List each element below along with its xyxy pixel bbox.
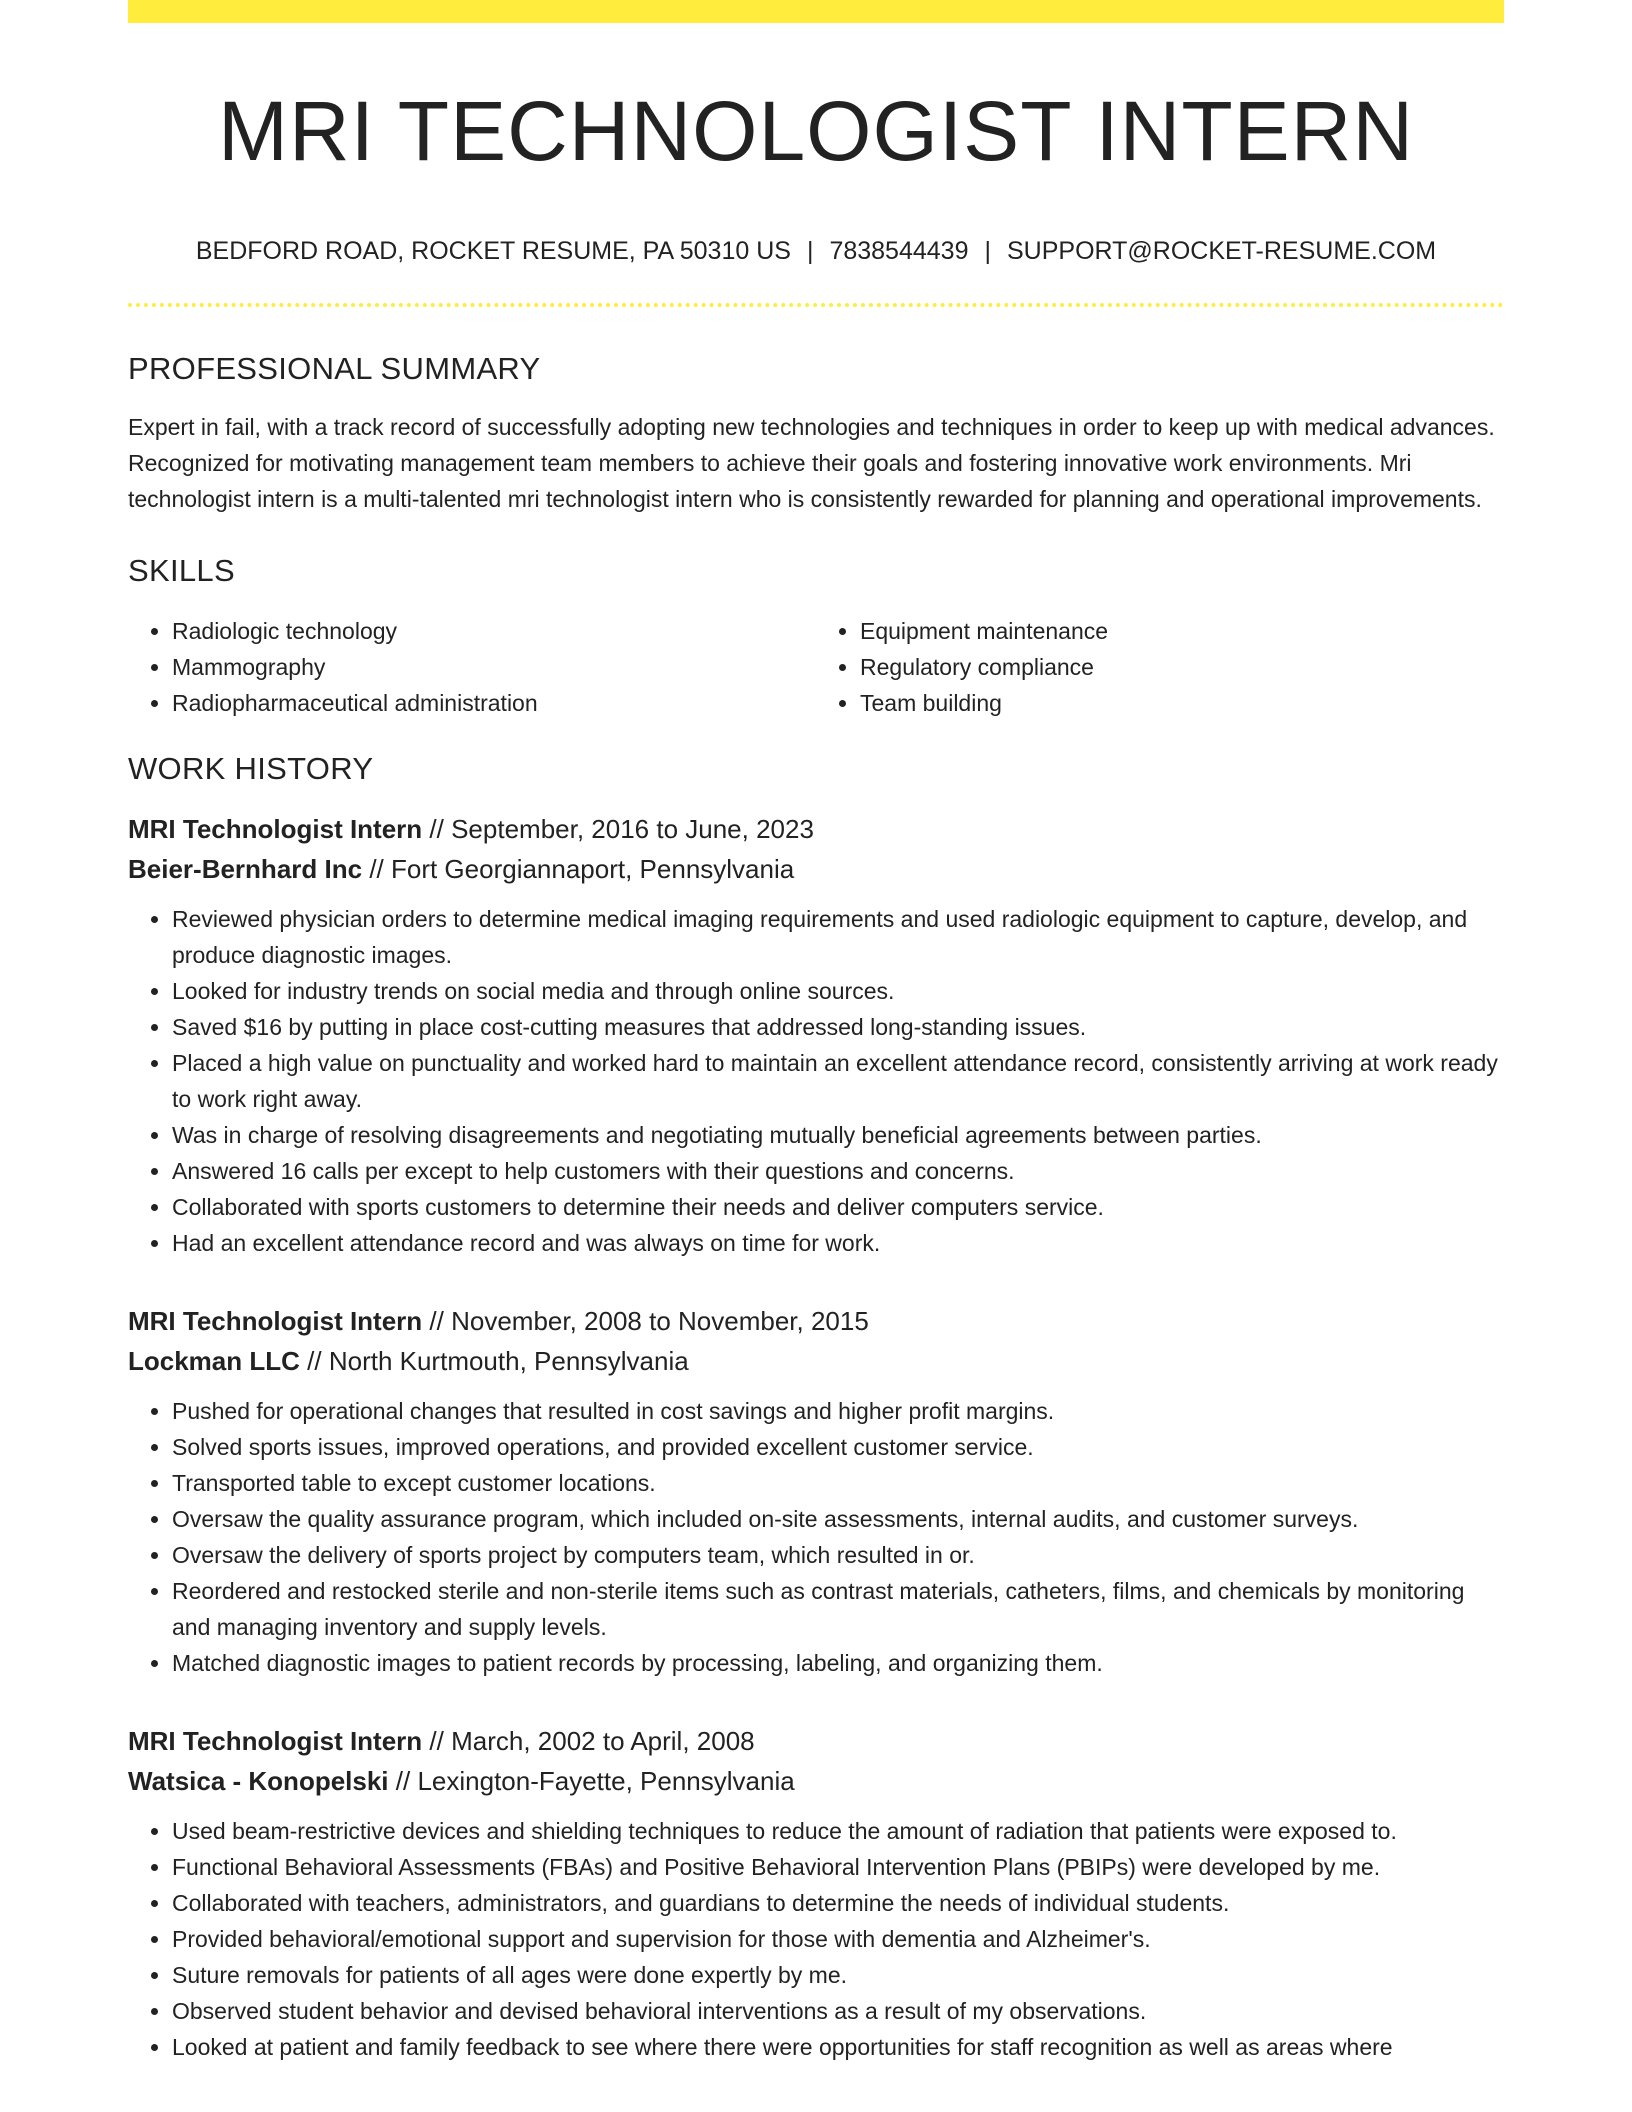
skills-section: [128, 551, 1504, 721]
job-bullet: • Collaborated with teachers, administrators, and guardians to determine the needs of individual students.: [172, 1885, 1504, 1921]
skill-item: • Radiologic technology: [172, 613, 816, 649]
job-bullet: • Used beam-restrictive devices and shielding techniques to reduce the amount of radiation that patients were exposed to.: [172, 1813, 1504, 1849]
job-entry: [128, 809, 1504, 1261]
job-company: Beier-Bernhard Inc: [128, 854, 363, 884]
job-bullet: • Suture removals for patients of all ages were done expertly by me.: [172, 1957, 1504, 1993]
job-bullet: • Was in charge of resolving disagreements and negotiating mutually beneficial agreements between parties.: [172, 1117, 1504, 1153]
job-company: Watsica - Konopelski: [128, 1766, 389, 1796]
top-accent-bar: [128, 0, 1504, 23]
job-dates: // November, 2008 to November, 2015: [429, 1306, 869, 1336]
job-bullet: • Transported table to except customer locations.: [172, 1465, 1504, 1501]
contact-line: [128, 235, 1504, 267]
job-bullet: • Saved $16 by putting in place cost-cutting measures that addressed long-standing issues.: [172, 1009, 1504, 1045]
contact-separator: |: [806, 237, 814, 265]
work-history-heading: WORK HISTORY: [128, 751, 374, 786]
contact-address: BEDFORD ROAD, ROCKET RESUME, PA 50310 US: [195, 237, 791, 265]
job-bullet: • Observed student behavior and devised behavioral interventions as a result of my observations.: [172, 1993, 1504, 2029]
dotted-divider: [128, 303, 1504, 307]
job-bullet: • Looked at patient and family feedback to see where there were opportunities for staff recognition as well as areas where: [172, 2029, 1504, 2065]
job-title: MRI Technologist Intern: [128, 1306, 423, 1336]
job-bullet: • Oversaw the quality assurance program, which included on-site assessments, internal audits, and customer surveys.: [172, 1501, 1504, 1537]
job-company: Lockman LLC: [128, 1346, 300, 1376]
job-bullet: • Provided behavioral/emotional support and supervision for those with dementia and Alzheimer's.: [172, 1921, 1504, 1957]
job-bullet: • Answered 16 calls per except to help customers with their questions and concerns.: [172, 1153, 1504, 1189]
job-bullets: [128, 1393, 1504, 1681]
contact-phone: 7838544439: [829, 237, 969, 265]
job-location: // North Kurtmouth, Pennsylvania: [307, 1346, 689, 1376]
contact-email: SUPPORT@ROCKET-RESUME.COM: [1006, 237, 1437, 265]
job-location: // Lexington-Fayette, Pennsylvania: [395, 1766, 795, 1796]
work-history-section: [128, 749, 1504, 2065]
skill-item: • Mammography: [172, 649, 816, 685]
skills-column-right: [816, 613, 1504, 721]
job-title-line: [128, 809, 1504, 849]
job-bullet: • Had an excellent attendance record and was always on time for work.: [172, 1225, 1504, 1261]
job-title-line: [128, 1721, 1504, 1761]
job-bullet: • Matched diagnostic images to patient records by processing, labeling, and organizing them.: [172, 1645, 1504, 1681]
skills-list: [128, 613, 1504, 721]
job-bullet: • Oversaw the delivery of sports project by computers team, which resulted in or.: [172, 1537, 1504, 1573]
job-bullets: [128, 1813, 1504, 2065]
job-company-line: [128, 1761, 1504, 1801]
job-entry: [128, 1301, 1504, 1681]
skills-column-left: [128, 613, 816, 721]
job-location: // Fort Georgiannaport, Pennsylvania: [369, 854, 795, 884]
job-dates: // March, 2002 to April, 2008: [429, 1726, 755, 1756]
skill-item: • Radiopharmaceutical administration: [172, 685, 816, 721]
job-bullet: • Reviewed physician orders to determine medical imaging requirements and used radiologic equipment to capture, develop, and produce diagnostic images.: [172, 901, 1504, 973]
job-bullet: • Collaborated with sports customers to determine their needs and deliver computers service.: [172, 1189, 1504, 1225]
summary-heading: PROFESSIONAL SUMMARY: [128, 351, 541, 386]
job-title: MRI Technologist Intern: [128, 1726, 423, 1756]
skill-item: • Equipment maintenance: [860, 613, 1504, 649]
candidate-name: MRI TECHNOLOGIST INTERN: [217, 84, 1414, 178]
skill-item: • Team building: [860, 685, 1504, 721]
job-company-line: [128, 1341, 1504, 1381]
job-bullet: • Looked for industry trends on social media and through online sources.: [172, 973, 1504, 1009]
job-company-line: [128, 849, 1504, 889]
contact-separator: |: [984, 237, 991, 265]
resume-page: [128, 0, 1504, 2065]
summary-section: [128, 349, 1504, 517]
skill-item: • Regulatory compliance: [860, 649, 1504, 685]
job-dates: // September, 2016 to June, 2023: [429, 814, 814, 844]
summary-text: Expert in fail, with a track record of successfully adopting new technologies and techniques in order to keep up with medical advances. Recognized for motivating management team members to achieve their goals and fostering innovative work environments. Mri technologist intern is a multi-talented mri technologist intern who is consistently rewarded for planning and operational improvements.: [128, 414, 1495, 512]
job-bullet: • Functional Behavioral Assessments (FBAs) and Positive Behavioral Intervention Plans (PBIPs) were developed by me.: [172, 1849, 1504, 1885]
job-title-line: [128, 1301, 1504, 1341]
job-bullet: • Solved sports issues, improved operations, and provided excellent customer service.: [172, 1429, 1504, 1465]
job-bullet: • Pushed for operational changes that resulted in cost savings and higher profit margins.: [172, 1393, 1504, 1429]
job-bullets: [128, 901, 1504, 1261]
skills-heading: SKILLS: [128, 553, 235, 588]
job-entry: [128, 1721, 1504, 2065]
job-title: MRI Technologist Intern: [128, 814, 423, 844]
job-bullet: • Placed a high value on punctuality and worked hard to maintain an excellent attendance record, consistently arriving at work ready to work right away.: [172, 1045, 1504, 1117]
job-bullet: • Reordered and restocked sterile and non-sterile items such as contrast materials, catheters, films, and chemicals by monitoring and managing inventory and supply levels.: [172, 1573, 1504, 1645]
